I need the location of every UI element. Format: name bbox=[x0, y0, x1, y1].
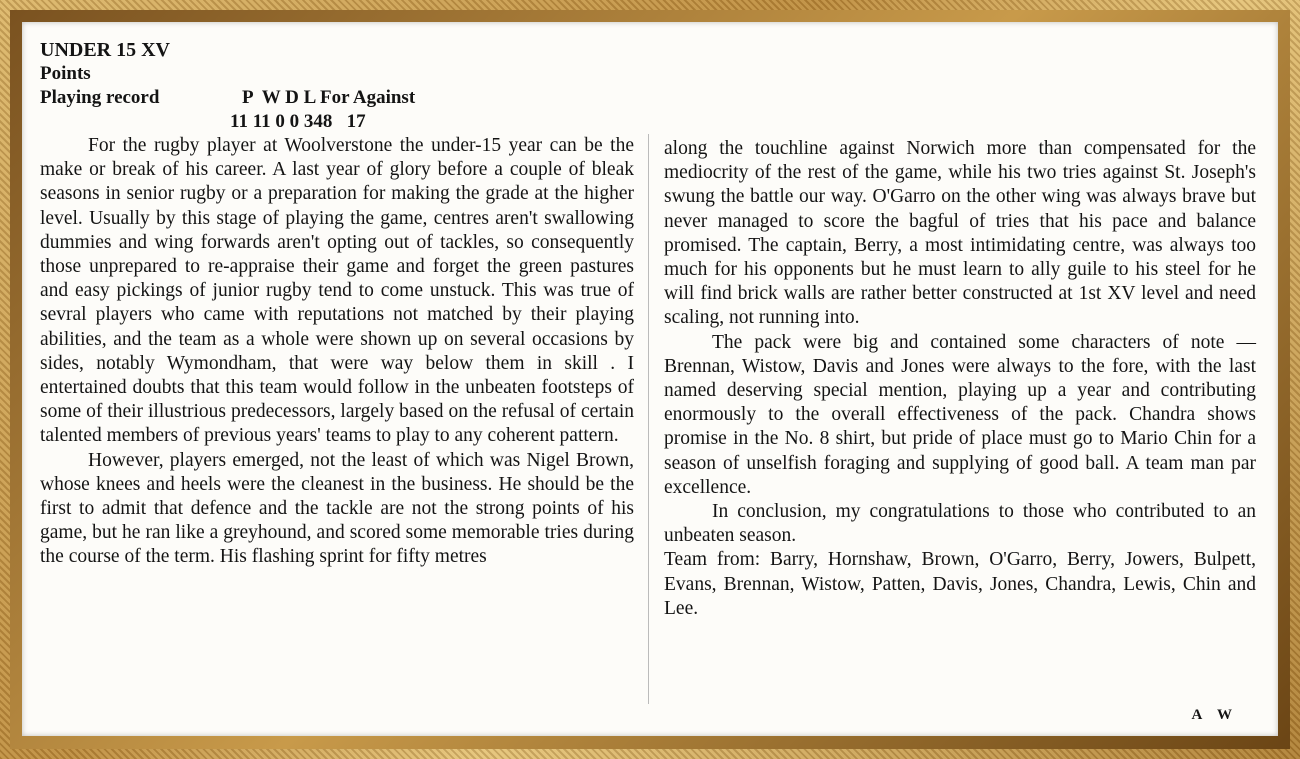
points-label: Points bbox=[40, 63, 91, 84]
article-title: UNDER 15 XV bbox=[40, 39, 170, 61]
left-column bbox=[40, 38, 634, 570]
team-list: Team from: Barry, Hornshaw, Brown, O'Garro, Berry, Jowers, Bulpett, Evans, Brennan, Wistow, Patten, Davis, Jones, Chandra, Lewis, Chin and Lee. bbox=[664, 549, 1256, 619]
paragraph-conclusion: In conclusion, my congratulations to those who contributed to an unbeaten season. bbox=[664, 501, 1256, 547]
author-signature: A W bbox=[1191, 707, 1238, 723]
newspaper-clipping bbox=[22, 22, 1278, 736]
paragraph-wings: along the touchline against Norwich more than compensated for the mediocrity of the rest of the game, while his two tries against St. Joseph's swung the battle our way. O'Garro on the other wing was always brave but never managed to score the bagful of tries that his pace and balance promised. The captain, Berry, a most intimidating centre, was always too much for his opponents but he must learn to ally guile to his steel for he will find brick walls are rather better constructed at 1st XV level and need scaling, not running into. bbox=[664, 138, 1256, 329]
record-columns: P W D L For Against bbox=[242, 87, 416, 108]
playing-record-row bbox=[40, 86, 634, 110]
paragraph-brown: However, players emerged, not the least of which was Nigel Brown, whose knees and heels were the cleanest in the business. He should be the first to admit that defence and the tackle are not the strong points of his game, but he ran like a greyhound, and scored some memorable tries during the course of the term. His flashing sprint for fifty metres bbox=[40, 449, 634, 568]
column-divider bbox=[648, 134, 649, 704]
paragraph-intro: For the rugby player at Woolverstone the under-15 year can be the make or break of his career. A last year of glory before a couple of bleak seasons in senior rugby or a preparation for making the grade at the higher level. Usually by this stage of playing the game, centres aren't swallowing dummies and wing forwards aren't opting out of tackles, so consequently those unprepared to re-appraise their game and forget the green pastures and easy pickings of junior rugby tend to come unstuck. This was true of sevral players who came with reputations not matched by their playing abilities, and the team as a whole were shown up on several occasions by sides, notably Wymondham, that were way below them in skill . I entertained doubts that this team would follow in the unbeaten footsteps of some of their illustrious predecessors, largely based on the refusal of certain talented members of previous years' teams to play to any coherent pattern. bbox=[40, 135, 634, 447]
paragraph-pack: The pack were big and contained some characters of note — Brennan, Wistow, Davis and Jones were always to the fore, with the last named deserving special mention, playing up a year and contributing enormously to the overall effectiveness of the pack. Chandra shows promise in the No. 8 shirt, but pride of place must go to Mario Chin for a season of unselfish foraging and supplying of good ball. A team man par excellence. bbox=[664, 331, 1256, 498]
record-values: 11 11 0 0 348 17 bbox=[230, 111, 366, 132]
right-column bbox=[664, 137, 1256, 621]
record-label: Playing record bbox=[40, 87, 160, 108]
